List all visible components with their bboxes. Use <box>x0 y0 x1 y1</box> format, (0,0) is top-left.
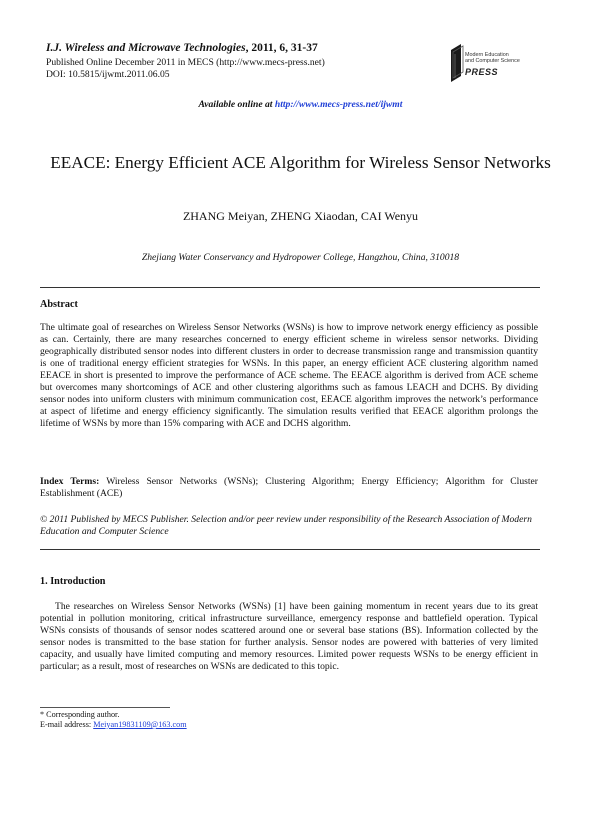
abstract-heading: Abstract <box>40 299 78 310</box>
book-icon <box>449 42 465 82</box>
paper-authors: ZHANG Meiyan, ZHENG Xiaodan, CAI Wenyu <box>182 209 419 223</box>
index-terms <box>40 476 538 500</box>
paper-title: EEACE: Energy Efficient ACE Algorithm for Wireless Sensor Networks <box>50 153 551 172</box>
abstract-body: The ultimate goal of researches on Wireless Sensor Networks (WSNs) is how to improve network energy efficiency as possible as can. Certainly, there are many researches concerned to energy efficient scheme in wireless sensor networks. Dividing geographically distributed sensor nodes into different clusters in order to decrease transmission range and transmission quantity is one of traditional energy efficient strategies for WSNs. In this paper, an energy efficient ACE clustering algorithm named EEACE in short is presented to improve the performance of ACE scheme. The EEACE algorithm is derived from ACE scheme but overcomes many shortcomings of ACE and other clustering algorithms such as famous LEACH and DCHS. By dividing sensor nodes into uniform clusters with minimum communication cost, EEACE algorithm improves the network’s performance at aspect of lifetime and energy efficiency significantly. The simulation results verified that EEACE algorithm prolongs the lifetime of WSNs by more than 15% comparing with ACE and DCHS algorithm. <box>40 322 538 429</box>
available-online <box>0 99 601 110</box>
journal-details: , 2011, 6, 31-37 <box>245 42 318 54</box>
bottom-divider <box>40 549 540 550</box>
introduction-heading: 1. Introduction <box>40 576 106 587</box>
email-label: E-mail address: <box>40 720 94 729</box>
copyright-notice: © 2011 Published by MECS Publisher. Selection and/or peer review under responsibility of the Research Association of Modern Education and Computer Science <box>40 514 532 537</box>
available-prefix: Available online at <box>198 99 275 110</box>
logo-line-2: and Computer Science <box>465 58 520 64</box>
footnote-divider <box>40 707 170 708</box>
index-terms-label: Index Terms: <box>40 476 100 487</box>
index-terms-text: Wireless Sensor Networks (WSNs); Clustering Algorithm; Energy Efficiency; Algorithm for Cluster Establishment (ACE) <box>40 476 538 499</box>
email-line <box>40 720 187 730</box>
logo-line-1: Modern Education <box>465 52 509 58</box>
published-line: Published Online December 2011 in MECS (http://www.mecs-press.net) <box>46 57 325 68</box>
top-divider <box>40 287 540 288</box>
journal-name <box>46 42 318 54</box>
email-link[interactable]: Meiyan19831109@163.com <box>93 720 187 729</box>
journal-title: I.J. Wireless and Microwave Technologies <box>46 42 246 54</box>
publisher-logo <box>449 40 553 86</box>
introduction-body: The researches on Wireless Sensor Networks (WSNs) [1] have been gaining momentum in recent years due to its great potential in pollution monitoring, critical infrastructure surveillance, emergency response and battlefield operation. Typical WSNs consists of thousands of sensor nodes scattered around one or several base stations (BS). Information collected by the sensor nodes is transmitted to the base station for further analysis. Sensor nodes are powered with batteries of very limited capacity, and usually have limited computing and memory resources. Limited power requests WSNs to be energy efficient in particular; as a result, most of researches on WSNs are dedicated to this topic. <box>40 601 538 672</box>
journal-url-link[interactable]: http://www.mecs-press.net/ijwmt <box>274 99 403 110</box>
corresponding-author: * Corresponding author. <box>40 710 120 719</box>
doi-line: DOI: 10.5815/ijwmt.2011.06.05 <box>46 69 170 80</box>
paper-affiliation: Zhejiang Water Conservancy and Hydropower College, Hangzhou, China, 310018 <box>141 252 460 263</box>
logo-press: PRESS <box>465 67 499 77</box>
